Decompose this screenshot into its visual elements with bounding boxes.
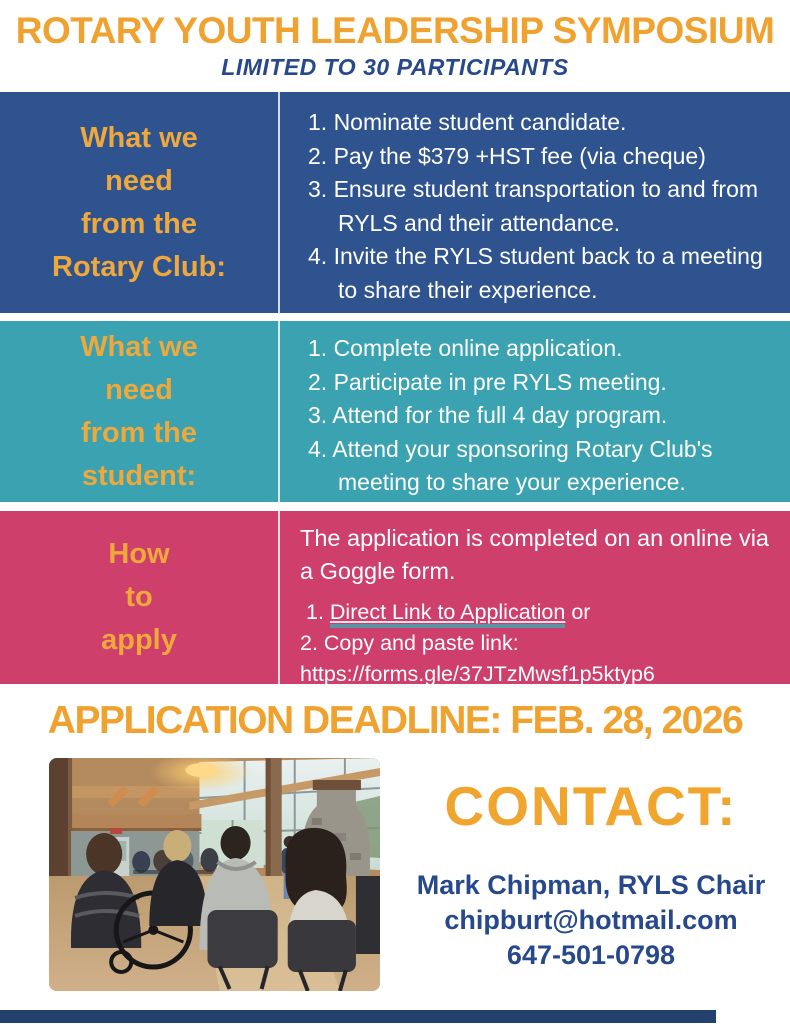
subtitle: LIMITED TO 30 PARTICIPANTS	[221, 54, 569, 80]
application-form-link[interactable]: Direct Link to Application	[330, 600, 565, 628]
section-label-student	[0, 321, 278, 502]
label-line: to	[125, 581, 153, 613]
label-line: What we	[80, 330, 198, 363]
contact-email: chipburt@hotmail.com	[444, 905, 738, 935]
student-requirements	[280, 321, 790, 502]
label-line: How	[108, 538, 170, 570]
requirements-list	[280, 321, 790, 500]
section-label-how-to-apply	[0, 511, 278, 684]
list-item: 3. Ensure student transportation to and from RYLS and their attendance.	[308, 176, 759, 236]
label-line: apply	[101, 624, 177, 656]
label-line: What we	[80, 121, 198, 154]
contact-details	[392, 868, 790, 973]
contact-phone: 647-501-0798	[506, 940, 676, 970]
apply-step-2: 2. Copy and paste link: https://forms.gle/37JTzMwsf1p5ktyp6	[300, 631, 655, 686]
apply-intro-text: The application is completed on an online via a Goggle form.	[300, 525, 769, 584]
page-title: ROTARY YOUTH LEADERSHIP SYMPOSIUM	[15, 10, 775, 51]
step-number: 1.	[306, 600, 330, 624]
list-item: 1. Nominate student candidate.	[308, 109, 627, 135]
contact-name: Mark Chipman, RYLS Chair	[416, 870, 766, 900]
list-item: 2. Pay the $379 +HST fee (via cheque)	[308, 142, 706, 169]
student-requirements-section	[0, 321, 790, 502]
event-photo	[49, 758, 380, 991]
label-line: need	[105, 164, 173, 197]
contact-heading: CONTACT:	[444, 775, 738, 837]
list-item: 1. Complete online application.	[308, 335, 623, 361]
apply-instructions	[280, 511, 790, 684]
label-line: need	[105, 373, 173, 406]
list-item: 2. Participate in pre RYLS meeting.	[308, 368, 667, 395]
list-item: 4. Attend your sponsoring Rotary Club's meeting to share your experience.	[308, 435, 713, 495]
section-label-rotary-club	[0, 92, 278, 313]
application-deadline: APPLICATION DEADLINE: FEB. 28, 2026	[47, 699, 743, 742]
list-item: 3. Attend for the full 4 day program.	[308, 402, 668, 428]
list-item: 4. Invite the RYLS student back to a meeting to share their experience.	[308, 243, 763, 303]
label-line: student:	[81, 459, 197, 492]
footer-accent-bar	[0, 1010, 716, 1023]
rotary-club-requirements-section	[0, 92, 790, 313]
how-to-apply-section	[0, 511, 790, 684]
requirements-list	[280, 92, 790, 307]
apply-steps	[300, 597, 774, 690]
rotary-club-requirements	[280, 92, 790, 313]
contact-block	[392, 774, 790, 973]
event-photo-illustration	[49, 758, 380, 991]
label-line: from the	[81, 207, 197, 240]
label-line: Rotary Club:	[52, 250, 226, 283]
label-line: from the	[81, 416, 197, 449]
apply-step-1	[300, 597, 774, 628]
step-suffix: or	[565, 600, 591, 624]
